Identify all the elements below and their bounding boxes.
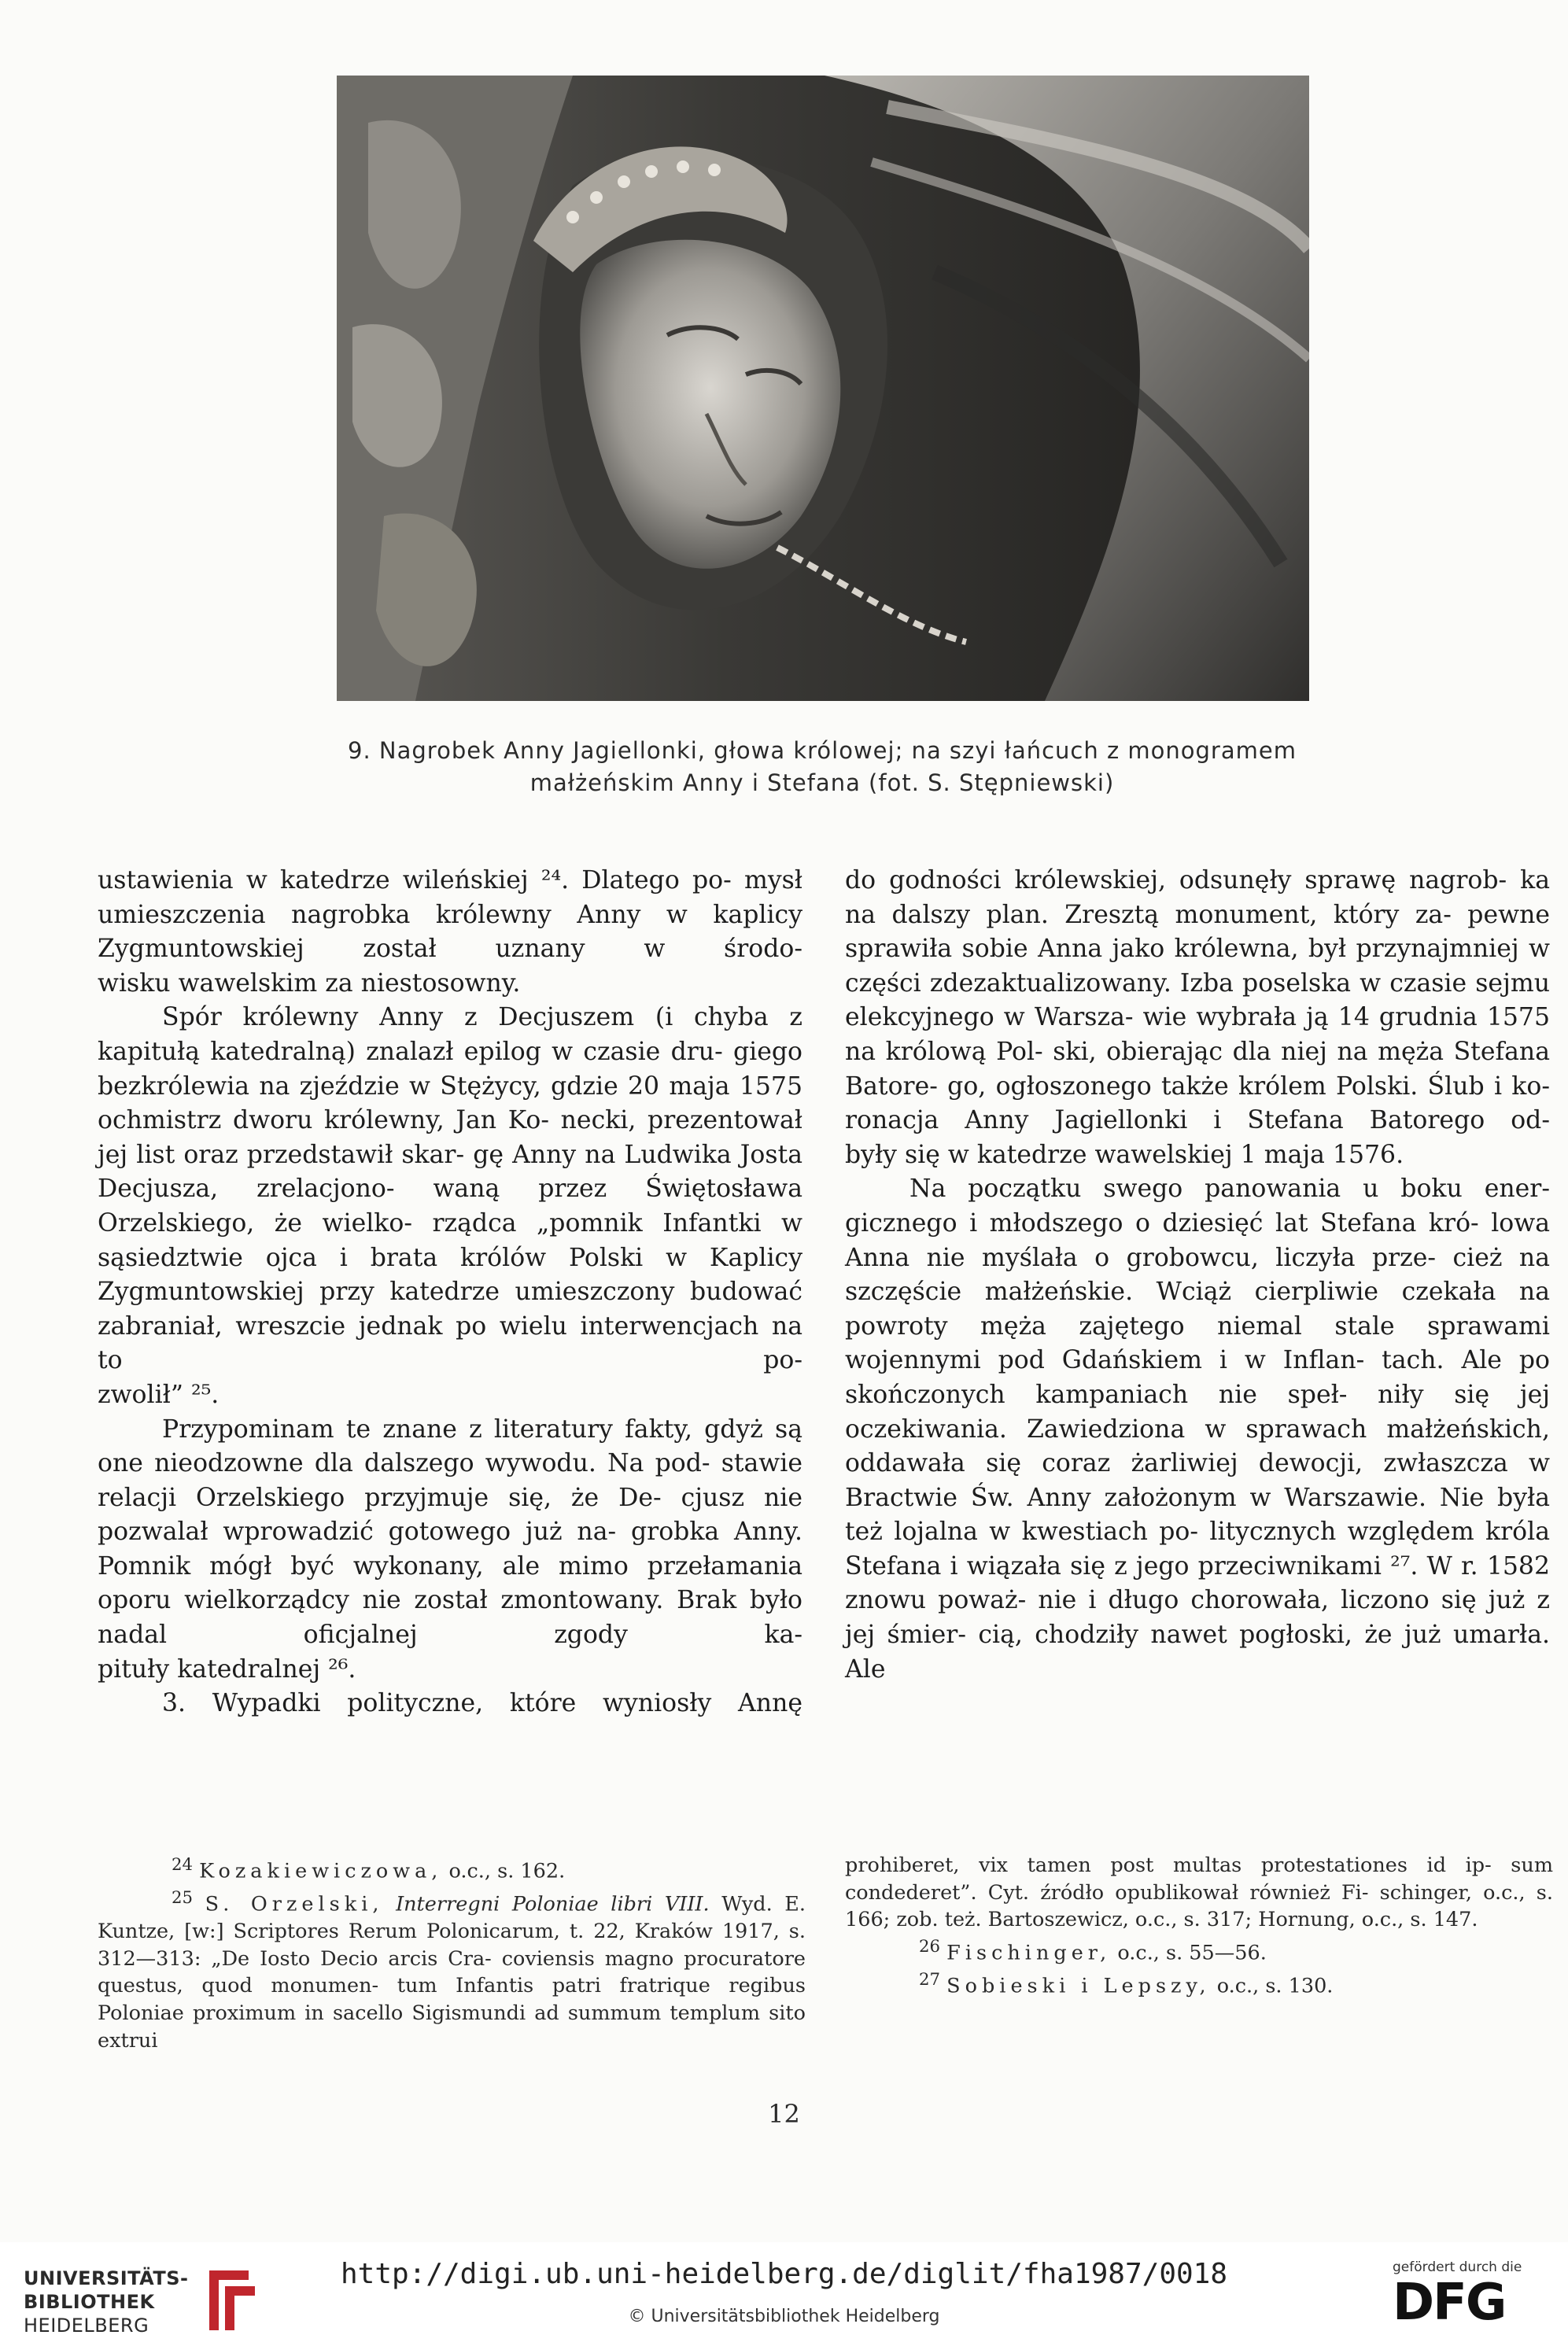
tomb-photograph (337, 76, 1309, 701)
library-name-line-1: UNIVERSITÄTS- (24, 2267, 189, 2289)
footnote (98, 1852, 806, 1885)
paragraph: pituły katedralnej ²⁶. (98, 1654, 356, 1684)
right-text-column (845, 864, 1550, 1687)
page-number: 12 (768, 2099, 800, 2129)
footnotes-right (845, 1852, 1553, 2000)
left-text-column (98, 864, 802, 1721)
copyright-notice: © Universitätsbibliothek Heidelberg (628, 2307, 940, 2326)
paragraph: 3. Wypadki polityczne, które wyniosły Annę (162, 1689, 802, 1718)
paragraph: ustawienia w katedrze wileńskiej ²⁴. Dlatego po- mysł umieszczenia nagrobka królewny Anny w kaplicy Zygmuntowskiej został uznany w środo- (98, 866, 802, 964)
footnote-number: 27 (919, 1969, 941, 1990)
paragraph: Przypominam te znane z literatury fakty, gdyż są one nieodzowne dla dalszego wywodu. Na pod- stawie relacji Orzelskiego przyjmuje się, że De- cjusz nie pozwalał wprowadzić gotowego już na- grobka Anny. Pomnik mógł być wykonany, ale mimo przełamania oporu wielkorządcy nie został zmontowany. Brak było nadal oficjalnej zgody ka- (98, 1415, 802, 1650)
digitization-footer (0, 2242, 1568, 2346)
footnote-number: 25 (172, 1888, 194, 1909)
permalink-url[interactable]: http://digi.ub.uni-heidelberg.de/diglit/fha1987/0018 (340, 2258, 1228, 2290)
footnote (845, 1934, 1553, 1967)
footnote (98, 1885, 806, 2054)
footnote-text: o.c., s. 55—56. (1117, 1941, 1267, 1965)
figure-caption (299, 735, 1345, 799)
footnotes-left (98, 1852, 806, 2054)
paragraph: były się w katedrze wawelskiej 1 maja 1576. (845, 1140, 1404, 1169)
paragraph: Spór królewny Anny z Decjuszem (i chyba z kapitułą katedralną) znalazł epilog w czasie dru- giego bezkrólewia na zjeździe w Stężycy, gdzie 20 maja 1575 ochmistrz dworu królewny, Jan Ko- necki, prezentował jej list oraz przedstawił skar- gę Anny na Ludwika Josta Decjusza, zrelacjono- waną przez Świętosława Orzelskiego, że wielko- rządca „pomnik Infantki w sąsiedztwie ojca i brata królów Polski w Kaplicy Zygmuntowskiej przy katedrze umieszczony budować zabraniał, wreszcie jednak po wielu interwencjach na to po- (98, 1003, 802, 1375)
dfg-logo: DFG (1393, 2274, 1506, 2332)
footnote-text: o.c., s. 130. (1216, 1974, 1334, 1998)
dfg-sponsor (1393, 2259, 1550, 2332)
footnote-text: Wyd. E. Kuntze, [w:] Scriptores Rerum Polonicarum, t. 22, Kraków 1917, s. 312—313: „De Iosto Decio arcis Cra- coviensis magno procuratore questus, quod monumen- tum Infantis patri fratrique regibus Poloniae proximum in sacello Sigismundi ad summum templum sito extrui (98, 1892, 806, 2053)
footnote-number: 24 (172, 1855, 194, 1875)
footnote-author: Kozakiewiczowa, (199, 1859, 443, 1883)
footnote-number: 26 (919, 1936, 941, 1957)
footnote-continuation: prohiberet, vix tamen post multas protestationes id ip- sum condederet”. Cyt. źródło opublikował również Fi- schinger, o.c., s. 166; zob. też. Bartoszewicz, o.c., s. 317; Hornung, o.c., s. 147. (845, 1854, 1553, 1932)
sponsor-text: gefördert durch die (1393, 2259, 1522, 2275)
library-name-line-2: BIBLIOTHEK (24, 2291, 155, 2313)
footnote-author: S. Orzelski, (205, 1892, 384, 1916)
tomb-effigy-image (337, 76, 1309, 701)
library-name-line-3: HEIDELBERG (24, 2315, 149, 2337)
caption-line-2: małżeńskim Anny i Stefana (fot. S. Stępniewski) (529, 769, 1115, 796)
footnote-title: Interregni Poloniae libri VIII. (396, 1892, 710, 1916)
footnote-text: o.c., s. 162. (448, 1859, 566, 1883)
paragraph: Na początku swego panowania u boku ener- gicznego i młodszego o dziesięć lat Stefana kró- lowa Anna nie myślała o grobowcu, liczyła prze- cież na szczęście małżeńskie. Wciąż cierpliwie czekała na powroty męża zajętego niemal stale sprawami wojennymi pod Gdańskiem i w Inflan- tach. Ale po skończonych kampaniach nie speł- niły się jej oczekiwania. Zawiedziona w sprawach małżeńskich, oddawała się coraz żarliwiej dewocji, zwłaszcza w Bractwie Św. Anny założonym w Warszawie. Nie była też lojalna w kwestiach po- litycznych względem króla Stefana i wiązała się z jego przeciwnikami ²⁷. W r. 1582 znowu poważ- nie i długo chorowała, liczono się już z jej śmier- cią, chodziły nawet pogłoski, że już umarła. Ale (845, 1175, 1550, 1684)
footnote-author: Fischinger, (946, 1941, 1112, 1965)
footnote (845, 1967, 1553, 2000)
paragraph: do godności królewskiej, odsunęły sprawę nagrob- ka na dalszy plan. Zresztą monument, który za- pewne sprawiła sobie Anna jako królewna, był przynajmniej w części zdezaktualizowany. Izba poselska w czasie sejmu elekcyjnego w Warsza- wie wybrała ją 14 grudnia 1575 na królową Pol- ski, obierając dla niej na męża Stefana Batore- go, ogłoszonego także królem Polski. Ślub i ko- ronacja Anny Jagiellonki i Stefana Batorego od- (845, 866, 1550, 1135)
footnote-author: Sobieski i Lepszy, (946, 1974, 1211, 1998)
paragraph: zwolił” ²⁵. (98, 1380, 220, 1409)
caption-line-1: 9. Nagrobek Anny Jagiellonki, głowa królowej; na szyi łańcuch z monogramem (348, 737, 1297, 764)
paragraph: wisku wawelskim za niestosowny. (98, 968, 521, 998)
